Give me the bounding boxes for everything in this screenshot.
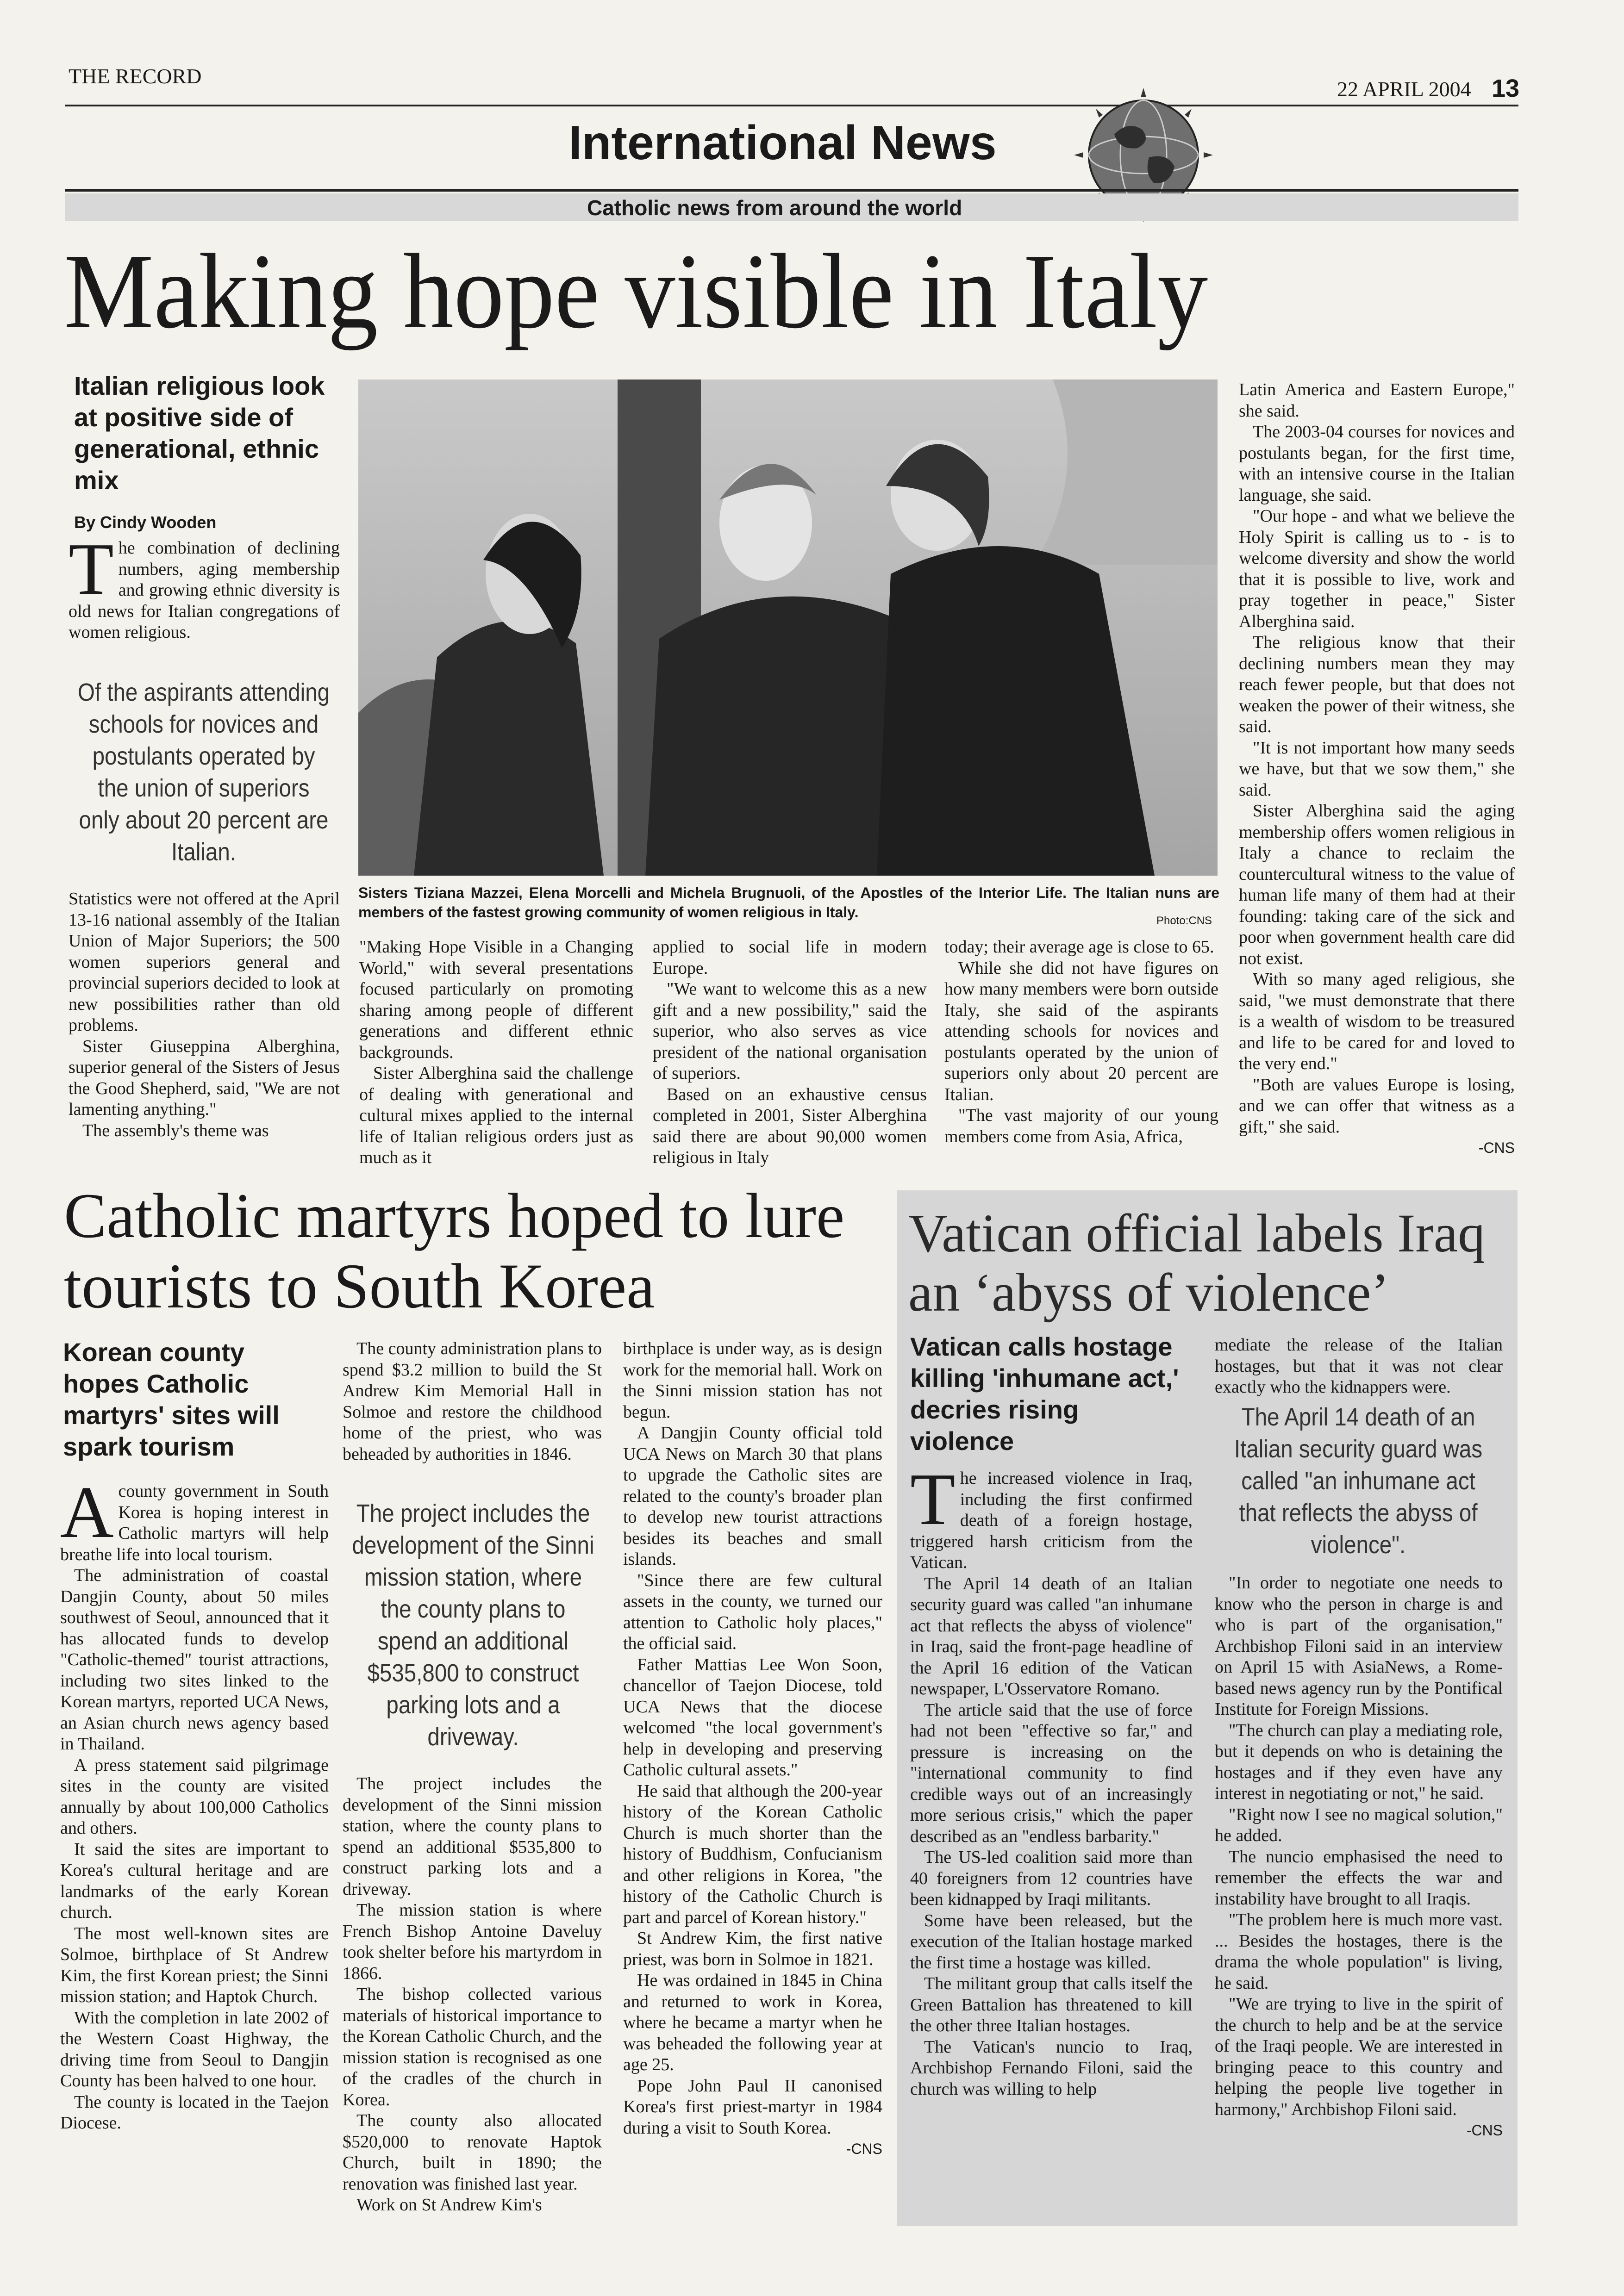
story2-headline-line1: Catholic martyrs hoped to lure <box>64 1180 845 1251</box>
story1-lead <box>69 528 340 643</box>
story2-col3 <box>623 1338 882 2160</box>
paragraph: "Our hope - and what we believe the Holy Spirit is calling us to - is to welcome diversity and show the world that it is possible to live, work and pray together in peace," Sister Alberghina said. <box>1239 506 1515 631</box>
paragraph: With so many aged religious, she said, "we must demonstrate that there is a wealth of wisdom to be treasured and life to be cared for and loved to the very end." <box>1239 970 1515 1073</box>
story1-photo-credit: Photo:CNS <box>1156 915 1212 927</box>
story1-photo-caption: Sisters Tiziana Mazzei, Elena Morcelli and Michela Brugnuoli, of the Apostles of the Interior Life. The Italian nuns are members of the fastest growing community of women religious in Italy. <box>358 884 1219 921</box>
paragraph: The Vatican's nuncio to Iraq, Archbishop Fernando Filoni, said the church was willing to help <box>910 2037 1193 2099</box>
story1-lead-text: he combination of declining numbers, aging membership and growing ethnic diversity is old news for Italian congregations of women religious. <box>69 538 340 642</box>
paragraph: Father Mattias Lee Won Soon, chancellor of Taejon Diocese, told UCA News that the diocese welcomed "the local government's help in developing and preserving Catholic cultural assets." <box>623 1655 882 1780</box>
paragraph: The US-led coalition said more than 40 foreigners from 12 countries have been kidnapped by Iraqi militants. <box>910 1848 1193 1909</box>
story1-col3 <box>653 937 927 1169</box>
paragraph: "We are trying to live in the spirit of the church to help and be at the service of the Iraqi people. We are interested in bringing peace to this country and helping the people live together in harmony," Archbishop Filoni said. <box>1215 1994 1503 2119</box>
story3-headline-line2: an ‘abyss of violence’ <box>908 1262 1389 1323</box>
paragraph: A press statement said pilgrimage sites in the county are visited annually by about 100,000 Catholics and others. <box>60 1755 329 1838</box>
paragraph: Latin America and Eastern Europe," she said. <box>1239 380 1515 421</box>
paragraph: It said the sites are important to Korea's cultural heritage and are landmarks of the early Korean church. <box>60 1839 329 1922</box>
masthead-rule <box>65 105 1518 106</box>
paragraph: Work on St Andrew Kim's <box>356 2195 542 2215</box>
story3-dek: Vatican calls hostage killing 'inhumane act,' decries rising violence <box>910 1332 1179 1456</box>
story2-dek: Korean county hopes Catholic martyrs' sites will spark tourism <box>63 1338 280 1461</box>
story3-drop-cap: T <box>910 1458 956 1540</box>
paragraph: The most well-known sites are Solmoe, birthplace of St Andrew Kim, the first Korean priest; the Sinni mission station; and Haptok Church. <box>60 1923 329 2006</box>
story3-headline-line1: Vatican official labels Iraq <box>908 1203 1486 1263</box>
story1-headline: Making hope visible in Italy <box>64 232 1208 351</box>
paragraph: He was ordained in 1845 in China and returned to work in Korea, where he became a martyr when he was beheaded the following year at age 25. <box>623 1971 882 2074</box>
paragraph: The 2003-04 courses for novices and postulants began, for the first time, with an intensive course in the Italian language, she said. <box>1239 422 1515 505</box>
paragraph: The administration of coastal Dangjin County, about 50 miles southwest of Seoul, announced that it has allocated funds to develop "Catholic-themed" tourist attractions, including two sites linked to the Korean martyrs, reported UCA News, an Asian church news agency based in Thailand. <box>60 1566 329 1754</box>
story3-pullquote: The April 14 death of an Italian security guard was called "an inhumane act that reflects the abyss of violence". <box>1234 1403 1483 1559</box>
paragraph: Sister Giuseppina Alberghina, superior general of the Sisters of Jesus the Good Shepherd, said, "We are not lamenting anything." <box>69 1036 340 1119</box>
paragraph: "The problem here is much more vast. ... Besides the hostages, there is the drama the whole population" is living, he said. <box>1215 1910 1503 1993</box>
paragraph: The article said that the use of force had not been "effective so far," and pressure is increasing on the "international community to find credible ways out of an increasingly more serious crisis," which the paper described as an "endless barbarity." <box>910 1700 1193 1846</box>
story3-col2-top <box>1215 1335 1503 1398</box>
story1-pullquote: Of the aspirants attending schools for novices and postulants operated by the union of superiors only about 20 percent are Italian. <box>77 678 330 866</box>
story2-sign-off: -CNS <box>846 2140 882 2157</box>
story2-col2 <box>343 1773 602 2216</box>
paragraph: "Making Hope Visible in a Changing World," with several presentations focused particularly on promoting sharing among people of different generations and different ethnic backgrounds. <box>359 937 633 1062</box>
story1-drop-cap: T <box>69 528 114 610</box>
paragraph: today; their average age is close to 65. <box>944 937 1214 957</box>
paragraph: "Both are values Europe is losing, and we can offer that witness as a gift," she said. <box>1239 1075 1515 1137</box>
paragraph: Sister Alberghina said the aging membership offers women religious in Italy a chance to reclaim the countercultural witness to the value of human life many of them had at their founding: taking care of the sick and poor when government health care did not exist. <box>1239 801 1515 968</box>
paragraph: A Dangjin County official told UCA News on March 30 that plans to upgrade the Catholic sites are related to the county's broader plan to develop new tourist attractions besides its beaches and small islands. <box>623 1423 882 1569</box>
paragraph: Pope John Paul II canonised Korea's first priest-martyr in 1984 during a visit to South Korea. <box>623 2076 882 2138</box>
story1-byline: By Cindy Wooden <box>74 513 217 532</box>
paragraph: "The church can play a mediating role, but it depends on who is detaining the hostages and if they even have any interest in negotiating or not," he said. <box>1215 1720 1503 1803</box>
paragraph: The county administration plans to spend $3.2 million to build the St Andrew Kim Memorial Hall in Solmoe and restore the childhood home of the priest, who was beheaded by authorities in 1846. <box>343 1339 602 1464</box>
story2-headline-line2: tourists to South Korea <box>64 1251 655 1321</box>
section-subtitle: Catholic news from around the world <box>587 196 962 220</box>
story2-lead-text: county government in South Korea is hoping interest in Catholic martyrs will help breathe life into local tourism. <box>60 1481 329 1564</box>
paragraph: While she did not have figures on how many members were born outside Italy, she said of the aspirants attending schools for novices and postulants operated by the union of superiors only about 20 percent are Italian. <box>944 958 1218 1104</box>
story3-lead-text: he increased violence in Iraq, including the first confirmed death of a foreign hostage, triggered harsh criticism from the Vatican. <box>910 1468 1193 1572</box>
story1-col4 <box>944 937 1218 1147</box>
story1-photo <box>358 380 1218 876</box>
paragraph: Statistics were not offered at the April 13-16 national assembly of the Italian Union of Major Superiors; the 500 women superiors general and provincial superiors decided to look at new possibilities rather than old problems. <box>69 889 340 1035</box>
paragraph: "It is not important how many seeds we have, but that we sow them," she said. <box>1239 738 1515 800</box>
paragraph: mediate the release of the Italian hostages, but that it was not clear exactly who the kidnappers were. <box>1215 1335 1503 1397</box>
paragraph: "Right now I see no magical solution," he added. <box>1215 1804 1503 1845</box>
paragraph: Sister Alberghina said the challenge of dealing with generational and cultural mixes applied to the internal life of Italian religious orders just as much as it <box>359 1064 633 1167</box>
story1-sign-off: -CNS <box>1478 1139 1515 1156</box>
paragraph: The militant group that calls itself the Green Battalion has threatened to kill the other three Italian hostages. <box>910 1974 1193 2035</box>
paragraph: The assembly's theme was <box>82 1120 269 1140</box>
story3-col2 <box>1215 1573 1503 2141</box>
paragraph: Some have been released, but the execution of the Italian hostage marked the first time a hostage was killed. <box>910 1910 1193 1972</box>
page-number: 13 <box>1492 75 1520 102</box>
section-title: International News <box>568 116 997 170</box>
paragraph: The county also allocated $520,000 to renovate Haptok Church, built in 1890; the renovation was finished last year. <box>343 2111 602 2194</box>
paragraph: The April 14 death of an Italian security guard was called "an inhumane act that reflects the abyss of violence" in Iraq, said the front-page headline of the April 16 edition of the Vatican newspaper, L'Osservatore Romano. <box>910 1574 1193 1699</box>
story3-sign-off: -CNS <box>1466 2122 1503 2139</box>
paragraph: "In order to negotiate one needs to know who the person in charge is and who is part of the organisation," Archbishop Filoni said in an interview on April 15 with AsiaNews, a Rome-based news agency run by the Pontifical Institute for Foreign Missions. <box>1215 1573 1503 1719</box>
paragraph: The county is located in the Taejon Diocese. <box>60 2092 329 2133</box>
story1-dek: Italian religious look at positive side of generational, ethnic mix <box>74 371 325 495</box>
paragraph: The mission station is where French Bishop Antoine Daveluy took shelter before his martyrdom in 1866. <box>343 1900 602 1983</box>
story1-col5 <box>1239 380 1515 1159</box>
paragraph: birthplace is under way, as is design work for the memorial hall. Work on the Sinni mission station has not begun. <box>623 1339 882 1422</box>
paragraph: "We want to welcome this as a new gift and a new possibility," said the superior, who also serves as vice president of the national organisation of superiors. <box>653 979 927 1083</box>
story1-col1 <box>69 889 340 1141</box>
story2-col2-top <box>343 1338 602 1465</box>
story2-col1 <box>60 1471 329 2134</box>
issue-date: 22 APRIL 2004 <box>1337 77 1471 101</box>
paragraph: The religious know that their declining numbers mean they may reach fewer people, but that does not weaken the power of their witness, she said. <box>1239 633 1515 736</box>
paragraph: "Since there are few cultural assets in the county, we turned our attention to Catholic holy places," the official said. <box>623 1570 882 1653</box>
story3-col1 <box>910 1458 1193 2100</box>
paragraph: He said that although the 200-year history of the Korean Catholic Church is much shorter than the history of Buddhism, Confucianism and other religions in Korea, "the history of the Catholic Church is part and parcel of Korean history." <box>623 1781 882 1927</box>
paragraph: The nuncio emphasised the need to remember the effects the war and instability have brought to all Iraqis. <box>1215 1847 1503 1909</box>
paragraph: The project includes the development of the Sinni mission station, where the county plans to spend an additional $535,800 to construct parking lots and a driveway. <box>343 1774 602 1899</box>
paragraph: St Andrew Kim, the first native priest, was born in Solmoe in 1821. <box>623 1929 882 1969</box>
paragraph: applied to social life in modern Europe. <box>653 937 927 978</box>
section-rule <box>65 189 1518 192</box>
story1-col2 <box>359 937 633 1169</box>
paper-name: THE RECORD <box>69 64 202 88</box>
paragraph: With the completion in late 2002 of the Western Coast Highway, the driving time from Seoul to Dangjin County has been halved to one hour. <box>60 2008 329 2091</box>
paragraph: "The vast majority of our young members come from Asia, Africa, <box>944 1106 1218 1146</box>
story2-drop-cap: A <box>60 1471 114 1553</box>
story2-pullquote: The project includes the development of the Sinni mission station, where the county plans to spend an additional $535,800 to construct parking lots and a driveway. <box>352 1500 594 1751</box>
paragraph: Based on an exhaustive census completed in 2001, Sister Alberghina said there are about 90,000 women religious in Italy <box>653 1084 927 1167</box>
paragraph: The bishop collected various materials of historical importance to the Korean Catholic Church, and the mission station is recognised as one of the cradles of the church in Korea. <box>343 1985 602 2109</box>
